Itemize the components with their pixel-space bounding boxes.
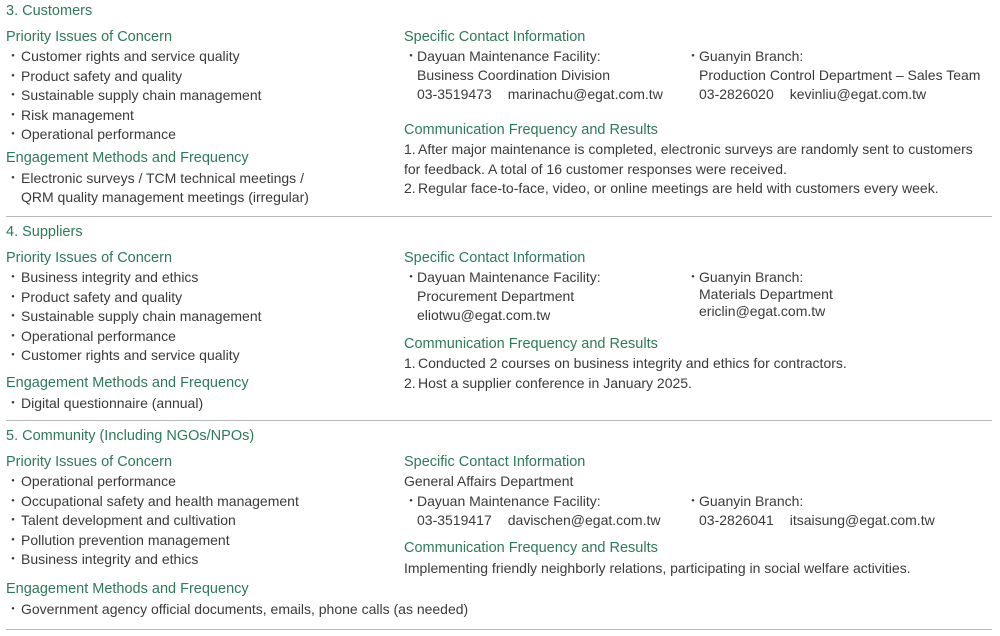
list-item: ・Product safety and quality: [6, 67, 183, 84]
phone-number: 03-3519473: [417, 86, 492, 102]
list-item: ・Operational performance: [6, 126, 176, 142]
priority-heading: Priority Issues of Concern: [6, 29, 173, 45]
list-item: ・Operational performance: [6, 473, 176, 489]
contact-heading: Specific Contact Information: [404, 29, 586, 45]
suppliers-left-column: [6, 249, 391, 413]
phone-number: 03-2826020: [699, 86, 774, 102]
contact-info: [404, 492, 998, 532]
list-item: 1. After major maintenance is completed, electronic surveys are randomly sent to customers: [404, 141, 973, 157]
contact-heading: Specific Contact Information: [404, 250, 586, 266]
list-item: ・Government agency official documents, emails, phone calls (as needed): [6, 600, 469, 617]
list-item: ・Product safety and quality: [6, 288, 183, 305]
customers-left-column: [6, 28, 391, 208]
community-right-column: [404, 453, 998, 578]
list-item: ・Pollution prevention management: [6, 531, 230, 548]
divider: [6, 216, 992, 217]
list-item: ・Operational performance: [6, 327, 176, 344]
contact-info: [404, 268, 998, 328]
email-address: davischen@egat.com.tw: [507, 511, 661, 528]
engagement-heading: Engagement Methods and Frequency: [6, 374, 249, 391]
results-heading: Communication Frequency and Results: [404, 336, 658, 352]
list-item: ・Talent development and cultivation: [6, 512, 236, 528]
contact-department: General Affairs Department: [404, 473, 574, 489]
email-address: itsaisung@egat.com.tw: [789, 511, 935, 528]
customers-right-column: [404, 28, 998, 199]
list-item: ・Electronic surveys / TCM technical meetings /: [6, 169, 304, 186]
list-item: ・Business integrity and ethics: [6, 551, 199, 567]
contact-guanyin: ・Guanyin Branch: Materials Department ericlin@egat.com.tw: [686, 269, 833, 319]
list-item: 1. Conducted 2 courses on business integrity and ethics for contractors.: [404, 355, 847, 371]
engagement-heading: Engagement Methods and Frequency: [6, 149, 249, 166]
contact-dayuan: ・Dayuan Maintenance Facility: Business Coordination Division 03-3519473 marinachu@egat.com.tw: [404, 48, 663, 102]
list-item: 2. Host a supplier conference in January 2025.: [404, 374, 692, 391]
email-address: marinachu@egat.com.tw: [507, 86, 663, 102]
divider: [6, 629, 992, 630]
email-address: eliotwu@egat.com.tw: [417, 307, 551, 323]
section-title-suppliers: 4. Suppliers: [6, 224, 83, 240]
email-address: ericlin@egat.com.tw: [699, 303, 826, 319]
list-item: ・Sustainable supply chain management: [6, 87, 262, 103]
engagement-heading: Engagement Methods and Frequency: [6, 580, 249, 597]
priority-heading: Priority Issues of Concern: [6, 250, 173, 266]
list-item-continued: for feedback. A total of 16 customer responses were received.: [404, 160, 787, 177]
list-item: 2. Regular face-to-face, video, or online meetings are held with customers every week.: [404, 180, 939, 196]
contact-heading: Specific Contact Information: [404, 454, 586, 470]
contact-info: [404, 47, 998, 107]
list-item: ・Customer rights and service quality: [6, 347, 240, 363]
section-title-customers: 3. Customers: [6, 3, 93, 19]
results-text: Implementing friendly neighborly relations, participating in social welfare activities.: [404, 559, 911, 576]
results-heading: Communication Frequency and Results: [404, 539, 658, 556]
divider: [6, 420, 992, 421]
list-item: ・Business integrity and ethics: [6, 269, 199, 285]
list-item: ・Occupational safety and health management: [6, 492, 299, 509]
phone-number: 03-2826041: [699, 511, 774, 528]
contact-dayuan: ・Dayuan Maintenance Facility: Procurement Department eliotwu@egat.com.tw: [404, 269, 601, 323]
contact-dayuan: ・Dayuan Maintenance Facility: 03-3519417 davischen@egat.com.tw: [404, 492, 661, 528]
phone-number: 03-3519417: [417, 511, 492, 528]
list-item: ・Digital questionnaire (annual): [6, 394, 204, 411]
list-item: ・Risk management: [6, 106, 134, 123]
list-item: ・Sustainable supply chain management: [6, 308, 262, 324]
contact-guanyin: ・Guanyin Branch: Production Control Department – Sales Team 03-2826020 kevinliu@egat.com.tw: [686, 48, 981, 102]
list-item: ・Customer rights and service quality: [6, 48, 240, 64]
list-item: QRM quality management meetings (irregular): [21, 189, 309, 205]
priority-heading: Priority Issues of Concern: [6, 454, 173, 470]
contact-guanyin: ・Guanyin Branch: 03-2826041 itsaisung@egat.com.tw: [686, 492, 935, 528]
suppliers-right-column: [404, 249, 998, 393]
email-address: kevinliu@egat.com.tw: [789, 86, 927, 102]
results-heading: Communication Frequency and Results: [404, 122, 658, 138]
section-title-community: 5. Community (Including NGOs/NPOs): [6, 428, 255, 444]
